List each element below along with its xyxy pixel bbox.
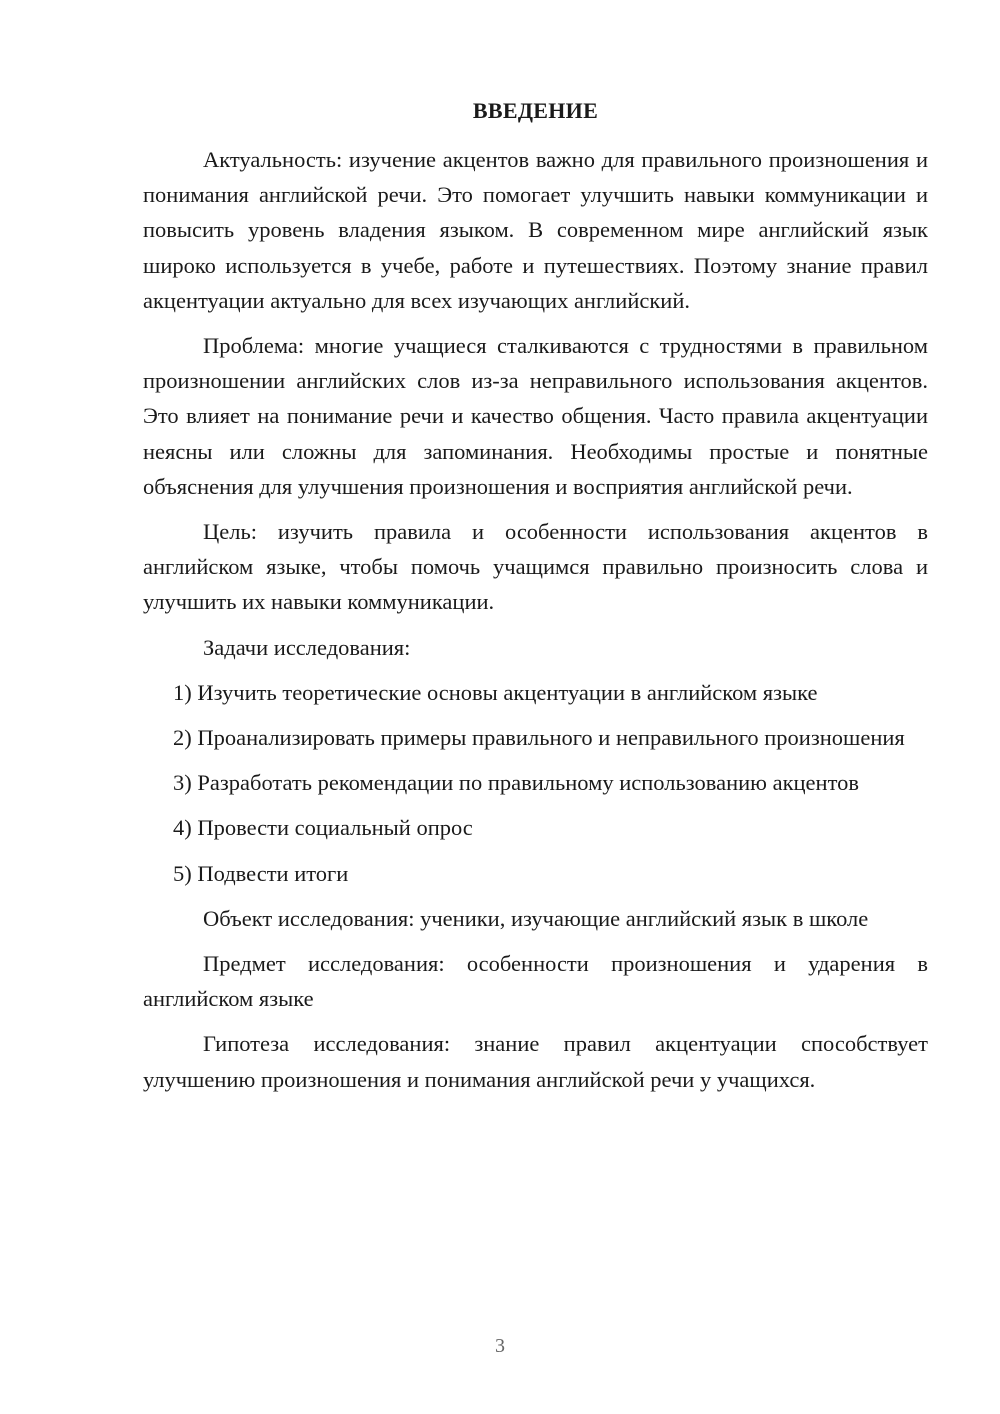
subject-paragraph: Предмет исследования: особенности произношения и ударения в английском языке: [143, 951, 928, 1012]
tasks-heading: Задачи исследования:: [203, 634, 411, 660]
hypothesis-paragraph: Гипотеза исследования: знание правил акцентуации способствует улучшению произношения и понимания английской речи у учащихся.: [143, 1031, 928, 1092]
goal-paragraph: Цель: изучить правила и особенности использования акцентов в английском языке, чтобы помочь учащимся правильно произносить слова и улучшить их навыки коммуникации.: [143, 519, 928, 615]
page-number: 3: [495, 1335, 505, 1357]
task-item-2: 2) Проанализировать примеры правильного и неправильного произношения: [173, 725, 905, 751]
page-title: ВВЕДЕНИЕ: [472, 98, 599, 123]
document-body: [143, 142, 928, 1097]
problem-paragraph: Проблема: многие учащиеся сталкиваются с трудностями в правильном произношении английских слов из-за неправильного использования акцентов. Это влияет на понимание речи и качество общения. Часто правила акцентуации неясны или сложны для запоминания. Необходимы простые и понятные объяснения для улучшения произношения и восприятия английской речи.: [143, 333, 928, 499]
task-item-3: 3) Разработать рекомендации по правильному использованию акцентов: [173, 770, 859, 796]
task-item-4: 4) Провести социальный опрос: [173, 815, 473, 841]
object-paragraph: Объект исследования: ученики, изучающие английский язык в школе: [203, 905, 869, 931]
task-item-1: 1) Изучить теоретические основы акцентуации в английском языке: [173, 679, 818, 705]
relevance-paragraph: Актуальность: изучение акцентов важно для правильного произношения и понимания английской речи. Это помогает улучшить навыки коммуникации и повысить уровень владения языком. В современном мире английский язык широко используется в учебе, работе и путешествиях. Поэтому знание правил акцентуации актуально для всех изучающих английский.: [143, 147, 928, 313]
task-item-5: 5) Подвести итоги: [173, 860, 349, 886]
